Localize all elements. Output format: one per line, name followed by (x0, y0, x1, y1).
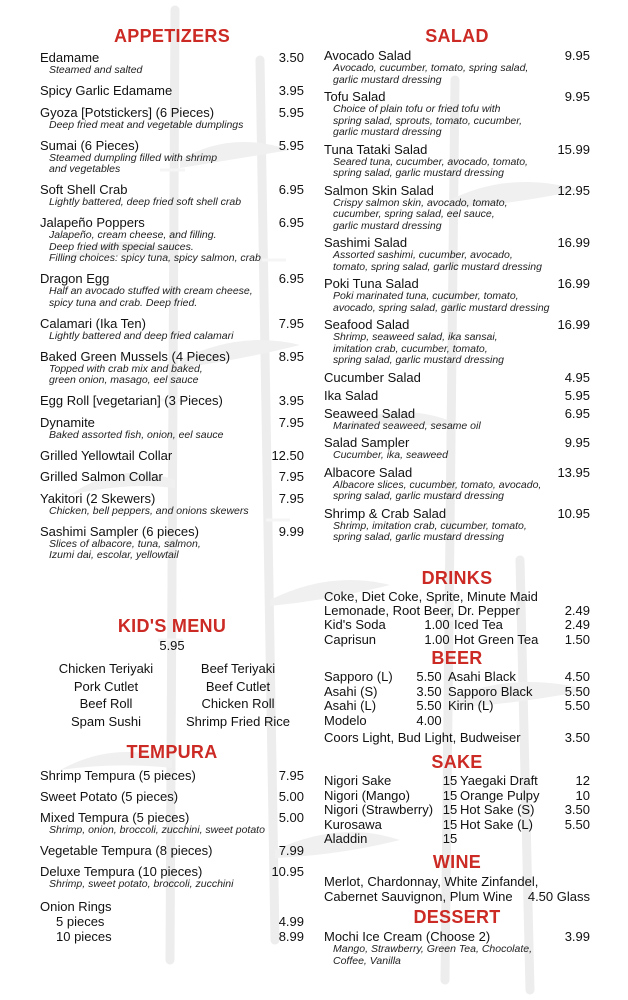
item-name: Deluxe Tempura (10 pieces) (40, 863, 203, 879)
item-name: Aladdin (324, 831, 368, 847)
menu-item (40, 864, 304, 891)
domestic-beer-price: 3.50 (564, 730, 590, 746)
menu-item-row (40, 448, 304, 463)
item-name: Edamame (40, 50, 100, 65)
item-description: Poki marinated tuna, cucumber, tomato, (333, 290, 519, 302)
item-name: Dragon Egg (40, 271, 110, 286)
item-price: 13.95 (557, 464, 590, 480)
item-description: spicy tuna and crab. Deep fried. (49, 296, 198, 309)
item-price: 10.95 (271, 863, 304, 879)
item-name: Yakitori (2 Skewers) (40, 490, 156, 506)
item-name: Nigori (Strawberry) (324, 802, 434, 818)
item-price: 7.99 (278, 842, 304, 858)
item-name: Orange Pulpy (460, 787, 540, 803)
kids-menu-item: Pork Cutlet (73, 678, 139, 694)
menu-item-row (40, 524, 304, 539)
item-name: Iced Tea (454, 617, 503, 632)
menu-item (40, 843, 304, 858)
item-description: Crispy salmon skin, avocado, tomato, (333, 196, 508, 209)
menu-item-row (40, 138, 304, 153)
item-description: Izumi dai, escolar, yellowtail (49, 549, 179, 561)
item-description: Lightly battered, deep fried soft shell crab (49, 196, 242, 208)
item-description: Topped with crab mix and baked, (49, 362, 203, 375)
item-price: 3.50 (564, 802, 590, 818)
item-price: 15 (442, 816, 458, 832)
item-price: 15 (442, 773, 458, 788)
item-price: 5.50 (416, 669, 442, 684)
item-name: Kurosawa (324, 816, 382, 832)
menu-item (40, 50, 304, 77)
item-price: 4.50 (564, 669, 590, 684)
menu-item (40, 83, 304, 98)
menu-item (324, 276, 590, 314)
item-price: 3.50 (416, 683, 442, 699)
item-name: Tofu Salad (324, 89, 386, 104)
menu-item (40, 524, 304, 562)
item-price: 3.95 (278, 83, 304, 98)
menu-item-row (40, 469, 304, 484)
item-name: Shrimp Tempura (5 pieces) (40, 768, 196, 783)
item-description: Slices of albacore, tuna, salmon, (49, 537, 201, 550)
menu-row (324, 633, 590, 648)
item-price: 12 (575, 773, 590, 788)
item-description: Seared tuna, cucumber, avocado, tomato, (333, 155, 528, 168)
kids-menu-price: 5.95 (159, 638, 185, 653)
menu-item-row (40, 491, 304, 506)
item-description: Coffee, Vanilla (333, 954, 401, 967)
item-description: Filling choices: spicy tuna, spicy salmon, crab (49, 252, 261, 264)
item-name: Caprisun (324, 631, 377, 647)
item-name: Grilled Salmon Collar (40, 469, 163, 484)
item-description: and vegetables (49, 163, 121, 175)
item-price: 5.50 (564, 698, 590, 714)
item-description: spring salad, garlic mustard dressing (333, 354, 504, 366)
menu-item (40, 491, 304, 518)
menu-item (40, 138, 304, 176)
item-name: Sashimi Sampler (6 pieces) (40, 523, 199, 539)
item-name (448, 714, 554, 729)
menu-item-row (40, 393, 304, 408)
item-name: Gyoza [Potstickers] (6 Pieces) (40, 104, 215, 120)
section-heading: BEER (431, 648, 483, 668)
menu-item-row (40, 105, 304, 120)
section-heading: APPETIZERS (113, 26, 231, 46)
item-name: Mochi Ice Cream (Choose 2) (324, 929, 491, 944)
soda-price: 2.49 (564, 603, 590, 618)
menu-item (324, 406, 590, 433)
soda-list: Coke, Diet Coke, Sprite, Minute Maid (324, 589, 538, 604)
item-name: Grilled Yellowtail Collar (40, 447, 173, 463)
item-price: 15 (442, 831, 458, 847)
item-description: garlic mustard dressing (333, 73, 442, 86)
item-price: 5.50 (564, 816, 590, 832)
section-heading: KID'S MENU (117, 616, 227, 636)
beer-section (324, 648, 590, 745)
item-name: Seafood Salad (324, 317, 410, 332)
menu-item (40, 316, 304, 343)
item-name: Sapporo (L) (324, 669, 393, 684)
item-price: 5.95 (278, 137, 304, 153)
item-description: green onion, masago, eel sauce (49, 374, 199, 386)
menu-item (40, 271, 304, 309)
item-description: Shrimp, imitation crab, cucumber, tomato, (333, 519, 527, 532)
menu-item-row (324, 48, 590, 63)
item-name: Nigori Sake (324, 773, 392, 788)
item-description: Deep fried meat and vegetable dumplings (49, 118, 244, 131)
item-price (554, 714, 590, 729)
item-price: 5.50 (564, 683, 590, 699)
menu-item (40, 105, 304, 132)
item-name: Asahi (S) (324, 683, 378, 699)
item-price (560, 832, 590, 847)
dessert-section (324, 907, 590, 967)
menu-item-row (324, 235, 590, 250)
wine-price: 4.50 Glass (527, 889, 590, 904)
item-price: 12.95 (557, 182, 590, 198)
menu-item-row (324, 317, 590, 332)
item-price: 5.00 (278, 789, 304, 804)
item-name: Hot Green Tea (454, 631, 539, 647)
item-description: Chicken, bell peppers, and onions skewers (49, 504, 249, 517)
onion-rings-option (40, 914, 304, 929)
soda-list: Lemonade, Root Beer, Dr. Pepper (324, 603, 520, 618)
menu-item-row (324, 435, 590, 450)
option-name: 5 pieces (56, 914, 105, 929)
item-price: 10.95 (557, 505, 590, 521)
menu-item-row (40, 415, 304, 430)
item-name: Egg Roll [vegetarian] (3 Pieces) (40, 393, 223, 408)
item-price: 3.95 (278, 393, 304, 408)
menu-item-row (40, 215, 304, 230)
section-heading: DRINKS (421, 568, 493, 588)
sake-section (324, 752, 590, 847)
onion-rings-item (40, 899, 304, 944)
menu-item (40, 469, 304, 484)
tempura-section (40, 742, 304, 944)
item-name: Sashimi Salad (324, 235, 408, 250)
menu-item (40, 215, 304, 265)
menu-item-row (324, 465, 590, 480)
menu-item-row (324, 506, 590, 521)
drinks-section (324, 568, 590, 647)
item-description: spring salad, sprouts, tomato, cucumber, (333, 114, 523, 127)
item-description: Shrimp, seaweed salad, ika sansai, (333, 331, 498, 343)
section-heading: WINE (432, 852, 482, 872)
item-name: Salmon Skin Salad (324, 182, 434, 198)
item-price: 9.99 (278, 523, 304, 539)
wine-list: Cabernet Sauvignon, Plum Wine (324, 889, 513, 904)
menu-item-row (324, 370, 590, 385)
item-price: 10 (575, 787, 590, 803)
item-name: Hot Sake (L) (460, 816, 533, 832)
menu-row (324, 618, 590, 633)
item-price: 9.95 (564, 48, 590, 63)
kids-menu-section (40, 616, 304, 729)
item-description: spring salad, garlic mustard dressing (333, 167, 504, 179)
menu-row (324, 789, 590, 804)
item-name: Sweet Potato (5 pieces) (40, 789, 179, 804)
item-name: Nigori (Mango) (324, 787, 410, 803)
item-price: 15 (442, 802, 458, 818)
item-description: Albacore slices, cucumber, tomato, avocado, (333, 478, 542, 491)
menu-item (324, 370, 590, 385)
item-description: Mango, Strawberry, Green Tea, Chocolate, (333, 943, 533, 955)
item-description: Shrimp, onion, broccoli, zucchini, sweet potato (49, 824, 265, 836)
menu-item (324, 183, 590, 233)
menu-item (40, 789, 304, 804)
menu-item (40, 448, 304, 463)
item-name: Poki Tuna Salad (324, 276, 419, 291)
wine-section (324, 852, 590, 904)
menu-item (40, 349, 304, 387)
menu-item-row (324, 89, 590, 104)
item-description: cucumber, spring salad, eel sauce, (333, 208, 495, 220)
item-name (460, 832, 560, 847)
appetizers-section (40, 26, 304, 562)
item-description: avocado, spring salad, garlic mustard dressing (333, 301, 550, 314)
menu-item (324, 435, 590, 462)
item-name: Kirin (L) (448, 698, 494, 714)
kids-menu-item: Chicken Roll (201, 696, 275, 711)
kids-menu-item: Beef Teriyaki (200, 661, 276, 676)
item-price: 8.95 (278, 348, 304, 364)
item-price: 1.50 (564, 631, 590, 647)
item-name: Kid's Soda (324, 617, 386, 632)
kids-menu-item: Chicken Teriyaki (58, 661, 154, 676)
item-price: 7.95 (278, 414, 304, 430)
item-price: 7.95 (278, 490, 304, 506)
item-description: Avocado, cucumber, tomato, spring salad, (333, 62, 529, 74)
onion-rings-option (40, 929, 304, 944)
item-price: 7.95 (278, 315, 304, 331)
menu-row (324, 685, 590, 700)
item-price: 5.50 (416, 698, 442, 714)
item-name: Cucumber Salad (324, 369, 421, 385)
kids-menu-item: Beef Roll (79, 696, 133, 711)
item-price: 7.95 (278, 768, 304, 783)
menu-item-row (40, 83, 304, 98)
menu-item (324, 142, 590, 180)
kids-menu-item: Shrimp Fried Rice (185, 713, 291, 729)
menu-item (324, 89, 590, 139)
item-description: Marinated seaweed, sesame oil (333, 419, 481, 432)
item-price: 4.95 (564, 369, 590, 385)
item-price: 1.00 (424, 631, 450, 647)
item-description: Steamed and salted (49, 64, 143, 76)
item-price: 12.50 (271, 447, 304, 463)
item-name: Ika Salad (324, 387, 379, 403)
option-price: 8.99 (278, 929, 304, 944)
item-name: Seaweed Salad (324, 405, 416, 421)
item-description: Choice of plain tofu or fried tofu with (333, 103, 501, 115)
item-name: Spicy Garlic Edamame (40, 83, 173, 98)
item-name: Albacore Salad (324, 464, 413, 480)
item-name: Sumai (6 Pieces) (40, 137, 139, 153)
item-price: 5.95 (278, 104, 304, 120)
menu-row (324, 714, 590, 729)
section-heading: SAKE (431, 752, 483, 772)
menu-item-row (324, 276, 590, 291)
item-name: Jalapeño Poppers (40, 215, 145, 230)
item-description: Lightly battered and deep fried calamari (49, 329, 234, 342)
item-name: Baked Green Mussels (4 Pieces) (40, 348, 231, 364)
menu-item-row (40, 349, 304, 364)
item-name: Tuna Tataki Salad (324, 141, 428, 157)
menu-item-row (40, 316, 304, 331)
item-name: Asahi (L) (324, 698, 377, 714)
menu-item (40, 768, 304, 783)
menu-row (324, 818, 590, 833)
section-heading: DESSERT (413, 907, 501, 927)
menu-row (324, 832, 590, 847)
menu-item-row (40, 768, 304, 783)
wine-list: Merlot, Chardonnay, White Zinfandel, (324, 874, 539, 889)
item-description: Deep fried with special sauces. (49, 240, 194, 253)
menu-item-row (40, 50, 304, 65)
menu-item (40, 415, 304, 442)
item-name: Yaegaki Draft (460, 773, 538, 788)
item-description: tomato, spring salad, garlic mustard dressing (333, 260, 542, 273)
item-name: Hot Sake (S) (460, 802, 535, 818)
item-price: 6.95 (278, 215, 304, 230)
item-price: 16.99 (557, 317, 590, 332)
menu-row (324, 670, 590, 685)
item-price: 7.95 (278, 469, 304, 484)
menu-item (40, 810, 304, 837)
item-name: Dynamite (40, 414, 95, 430)
item-description: Jalapeño, cream cheese, and filling. (49, 229, 217, 241)
menu-item-row (40, 271, 304, 286)
item-description: garlic mustard dressing (333, 219, 442, 232)
menu-item (324, 48, 590, 86)
item-description: Baked assorted fish, onion, eel sauce (49, 428, 224, 441)
item-description: imitation crab, cucumber, tomato, (333, 342, 488, 355)
menu-item (324, 506, 590, 544)
item-price: 9.95 (564, 89, 590, 104)
item-name: Soft Shell Crab (40, 182, 128, 197)
section-heading: TEMPURA (126, 742, 218, 762)
salad-section (324, 26, 590, 544)
menu-item-row (324, 183, 590, 198)
item-price: 3.99 (564, 929, 590, 944)
item-price: 1.00 (424, 617, 450, 632)
domestic-beer-list: Coors Light, Bud Light, Budweiser (324, 730, 521, 746)
item-price: 16.99 (557, 276, 590, 291)
item-name: Shrimp & Crab Salad (324, 505, 447, 521)
item-price: 15.99 (557, 141, 590, 157)
item-description: Half an avocado stuffed with cream cheese, (49, 285, 253, 297)
menu-item (40, 182, 304, 209)
item-description: spring salad, garlic mustard dressing (333, 490, 504, 502)
item-name: Calamari (Ika Ten) (40, 315, 146, 331)
section-heading: SALAD (425, 26, 489, 46)
item-description: garlic mustard dressing (333, 126, 442, 138)
item-description: Steamed dumpling filled with shrimp (49, 151, 218, 164)
menu-row (324, 699, 590, 714)
menu-item (40, 393, 304, 408)
item-name: Avocado Salad (324, 48, 412, 63)
menu-item-row (324, 142, 590, 157)
item-description: Shrimp, sweet potato, broccoli, zucchini (49, 877, 234, 890)
item-price: 6.95 (564, 405, 590, 421)
item-description: Cucumber, ika, seaweed (333, 449, 448, 461)
kids-menu-item: Beef Cutlet (205, 678, 271, 694)
item-price: 15 (442, 787, 458, 803)
item-name: Mixed Tempura (5 pieces) (40, 810, 190, 825)
item-price: 6.95 (278, 182, 304, 197)
item-price: 4.00 (416, 712, 442, 728)
item-price: 9.95 (564, 435, 590, 450)
menu-item-row (324, 406, 590, 421)
item-price: 3.50 (278, 50, 304, 65)
menu-item-row (324, 388, 590, 403)
menu-row (324, 803, 590, 818)
item-name: Asahi Black (448, 669, 516, 684)
option-name: 10 pieces (56, 929, 112, 944)
kids-menu-item: Spam Sushi (70, 713, 142, 729)
option-price: 4.99 (278, 914, 304, 929)
item-price: 5.00 (278, 810, 304, 825)
menu-item-row (40, 182, 304, 197)
item-name: Onion Rings (40, 899, 112, 914)
item-name: Sapporo Black (448, 683, 533, 699)
item-price: 2.49 (564, 617, 590, 632)
menu-item (324, 235, 590, 273)
menu-item-row (40, 810, 304, 825)
menu-item (324, 388, 590, 403)
item-price: 16.99 (557, 235, 590, 250)
item-name: Salad Sampler (324, 435, 410, 450)
menu-item (324, 317, 590, 367)
item-name: Vegetable Tempura (8 pieces) (40, 842, 213, 858)
item-price: 5.95 (564, 387, 590, 403)
menu-item-row (40, 789, 304, 804)
item-description: spring salad, garlic mustard dressing (333, 531, 504, 543)
menu-row (324, 774, 590, 789)
menu-item-row (40, 864, 304, 879)
menu-item-row (40, 843, 304, 858)
item-price: 6.95 (278, 271, 304, 286)
menu-item (324, 465, 590, 503)
item-description: Assorted sashimi, cucumber, avocado, (333, 249, 513, 261)
item-name: Modelo (324, 712, 367, 728)
